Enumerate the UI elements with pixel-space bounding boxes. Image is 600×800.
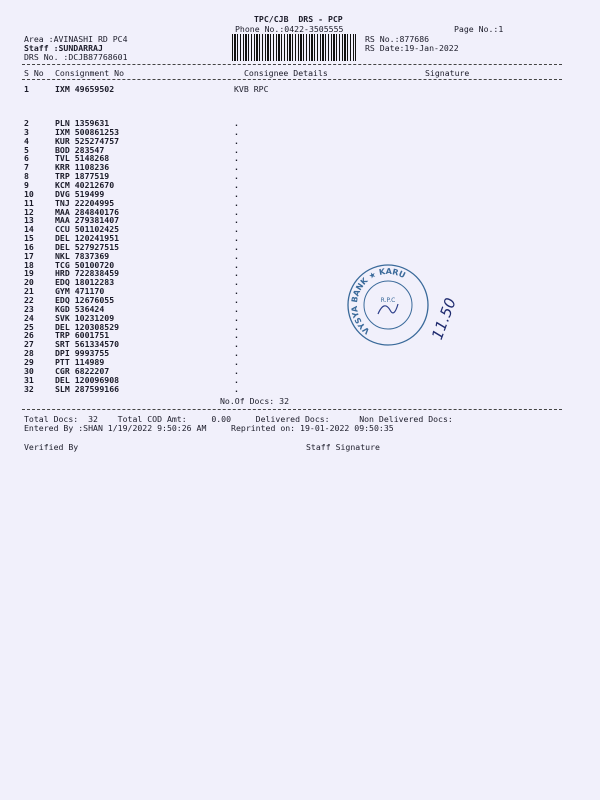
drs-number: DRS No. :DCJB87768601 <box>24 52 128 62</box>
row-consignment: TVL 5148268 <box>55 153 110 164</box>
row-marker: . <box>234 250 239 261</box>
row-sno: 31 <box>24 374 34 385</box>
row-marker: . <box>234 179 239 190</box>
row-consignment: CCU 501102425 <box>55 224 120 235</box>
page-number: Page No.:1 <box>454 24 504 34</box>
row-consignment: TRP 6001751 <box>55 330 110 341</box>
row-marker: . <box>234 233 239 244</box>
row-consignment: TNJ 22204995 <box>55 197 115 208</box>
row-marker: . <box>234 295 239 305</box>
row-marker: . <box>234 144 239 155</box>
col-sno: S No <box>24 68 44 78</box>
row-marker: . <box>234 277 239 288</box>
row-consignment: NKL 7837369 <box>55 250 110 261</box>
col-signature: Signature <box>425 68 470 78</box>
handwritten-note <box>420 296 462 346</box>
row-sno: 8 <box>24 171 29 182</box>
row-sno: 25 <box>24 321 34 332</box>
row-sno: 12 <box>24 206 34 217</box>
row-consignment: DEL 120096908 <box>55 374 120 385</box>
table-row <box>24 384 284 394</box>
row-sno: 9 <box>24 179 29 190</box>
row-consignment: TCG 50100720 <box>55 259 115 270</box>
row-sno: 1 <box>24 84 29 94</box>
row-sno: 5 <box>24 144 29 155</box>
row-consignment: MAA 284840176 <box>55 206 120 217</box>
row-sno: 15 <box>24 233 34 244</box>
row-sno: 17 <box>24 250 34 261</box>
row-marker: . <box>234 268 239 279</box>
totals-line: Total Docs: 32 Total COD Amt: 0.00 Delivered Docs: Non Delivered Docs: <box>24 414 453 424</box>
row-sno: 32 <box>24 383 34 394</box>
row-consignment: KCM 40212670 <box>55 179 115 190</box>
row-sno: 4 <box>24 135 29 146</box>
row-consignment: KRR 1108236 <box>55 162 110 173</box>
row-marker: . <box>234 356 239 367</box>
svg-text:11.50: 11.50 <box>428 296 460 343</box>
row-consignment: SVK 10231209 <box>55 312 115 323</box>
row-sno: 27 <box>24 339 34 350</box>
col-consignment: Consignment No <box>55 68 125 78</box>
row-sno: 20 <box>24 277 34 288</box>
row-marker: . <box>234 171 239 182</box>
row-consignment: KUR 525274757 <box>55 135 120 146</box>
row-consignment: IXM 500861253 <box>55 126 120 137</box>
row-consignment: TRP 1877519 <box>55 171 110 182</box>
row-marker: . <box>234 215 239 226</box>
row-marker: . <box>234 286 239 297</box>
row-consignment: DVG 519499 <box>55 188 105 199</box>
row-marker: . <box>234 197 239 208</box>
document-title: TPC/CJB DRS - PCP <box>254 14 343 24</box>
rs-number: RS No.:877686 <box>365 34 430 44</box>
row-marker: . <box>234 135 239 146</box>
row-sno: 2 <box>24 118 29 128</box>
row-consignment: DEL 120241951 <box>55 233 120 244</box>
row-sno: 18 <box>24 259 34 270</box>
row-sno: 10 <box>24 188 34 199</box>
row-marker: . <box>234 312 239 323</box>
divider <box>22 409 562 410</box>
row-marker: . <box>234 206 239 217</box>
area-label: Area :AVINASHI RD PC4 <box>24 34 128 44</box>
row-sno: 7 <box>24 162 29 173</box>
row-consignment: DEL 527927515 <box>55 241 120 252</box>
row-marker: . <box>234 348 239 359</box>
svg-text:VYSYA BANK ★ KARUR: VYSYA BANK ★ KARUR <box>349 266 407 336</box>
row-sno: 30 <box>24 365 34 376</box>
row-consignment: MAA 279381407 <box>55 215 120 226</box>
row-consignment: GYM 471170 <box>55 286 105 297</box>
row-sno: 14 <box>24 224 34 235</box>
divider <box>22 79 562 80</box>
row-sno: 19 <box>24 268 34 279</box>
row-marker: . <box>234 188 239 199</box>
row-sno: 11 <box>24 197 34 208</box>
row-marker: . <box>234 118 239 128</box>
row-consignment: DPI 9993755 <box>55 348 110 359</box>
row-marker: . <box>234 224 239 235</box>
staff-signature: Staff Signature <box>306 442 380 452</box>
row-consignee: KVB RPC <box>234 84 269 94</box>
row-consignment: PTT 114989 <box>55 356 105 367</box>
row-marker: . <box>234 153 239 164</box>
row-sno: 21 <box>24 286 34 297</box>
row-sno: 24 <box>24 312 34 323</box>
no-of-docs: No.Of Docs: 32 <box>220 396 290 406</box>
row-consignment: CGR 6822207 <box>55 365 110 376</box>
row-sno: 13 <box>24 215 34 226</box>
barcode <box>232 34 356 61</box>
rs-date: RS Date:19-Jan-2022 <box>365 43 459 53</box>
row-marker: . <box>234 126 239 137</box>
row-marker: . <box>234 162 239 173</box>
entered-line: Entered By :SHAN 1/19/2022 9:50:26 AM Reprinted on: 19-01-2022 09:50:35 <box>24 423 394 433</box>
row-sno: 29 <box>24 356 34 367</box>
row-marker: . <box>234 365 239 376</box>
row-consignment: IXM 49659502 <box>55 84 115 94</box>
row-sno: 22 <box>24 295 34 305</box>
row-marker: . <box>234 330 239 341</box>
row-sno: 28 <box>24 348 34 359</box>
divider <box>22 64 562 65</box>
row-sno: 16 <box>24 241 34 252</box>
row-marker: . <box>234 383 239 394</box>
row-sno: 23 <box>24 303 34 314</box>
row-consignment: KGD 536424 <box>55 303 105 314</box>
row-consignment: BOD 283547 <box>55 144 105 155</box>
row-sno: 26 <box>24 330 34 341</box>
staff-label: Staff :SUNDARRAJ <box>24 43 103 53</box>
row-consignment: EDQ 18012283 <box>55 277 115 288</box>
row-sno: 6 <box>24 153 29 164</box>
row-consignment: DEL 120308529 <box>55 321 120 332</box>
bank-stamp <box>345 262 431 348</box>
row-sno: 3 <box>24 126 29 137</box>
row-consignment: EDQ 12676055 <box>55 295 115 305</box>
row-consignment: HRD 722838459 <box>55 268 120 279</box>
row-consignment: SLM 287599166 <box>55 383 120 394</box>
row-consignment: SRT 561334570 <box>55 339 120 350</box>
col-consignee: Consignee Details <box>244 68 328 78</box>
verified-by: Verified By <box>24 442 79 452</box>
row-marker: . <box>234 241 239 252</box>
row-marker: . <box>234 374 239 385</box>
svg-text:R.P.C: R.P.C <box>380 297 396 304</box>
row-marker: . <box>234 303 239 314</box>
row-marker: . <box>234 321 239 332</box>
phone-number: Phone No.:0422-3505555 <box>235 24 344 34</box>
row-marker: . <box>234 339 239 350</box>
row-consignment: PLN 1359631 <box>55 118 110 128</box>
row-marker: . <box>234 259 239 270</box>
